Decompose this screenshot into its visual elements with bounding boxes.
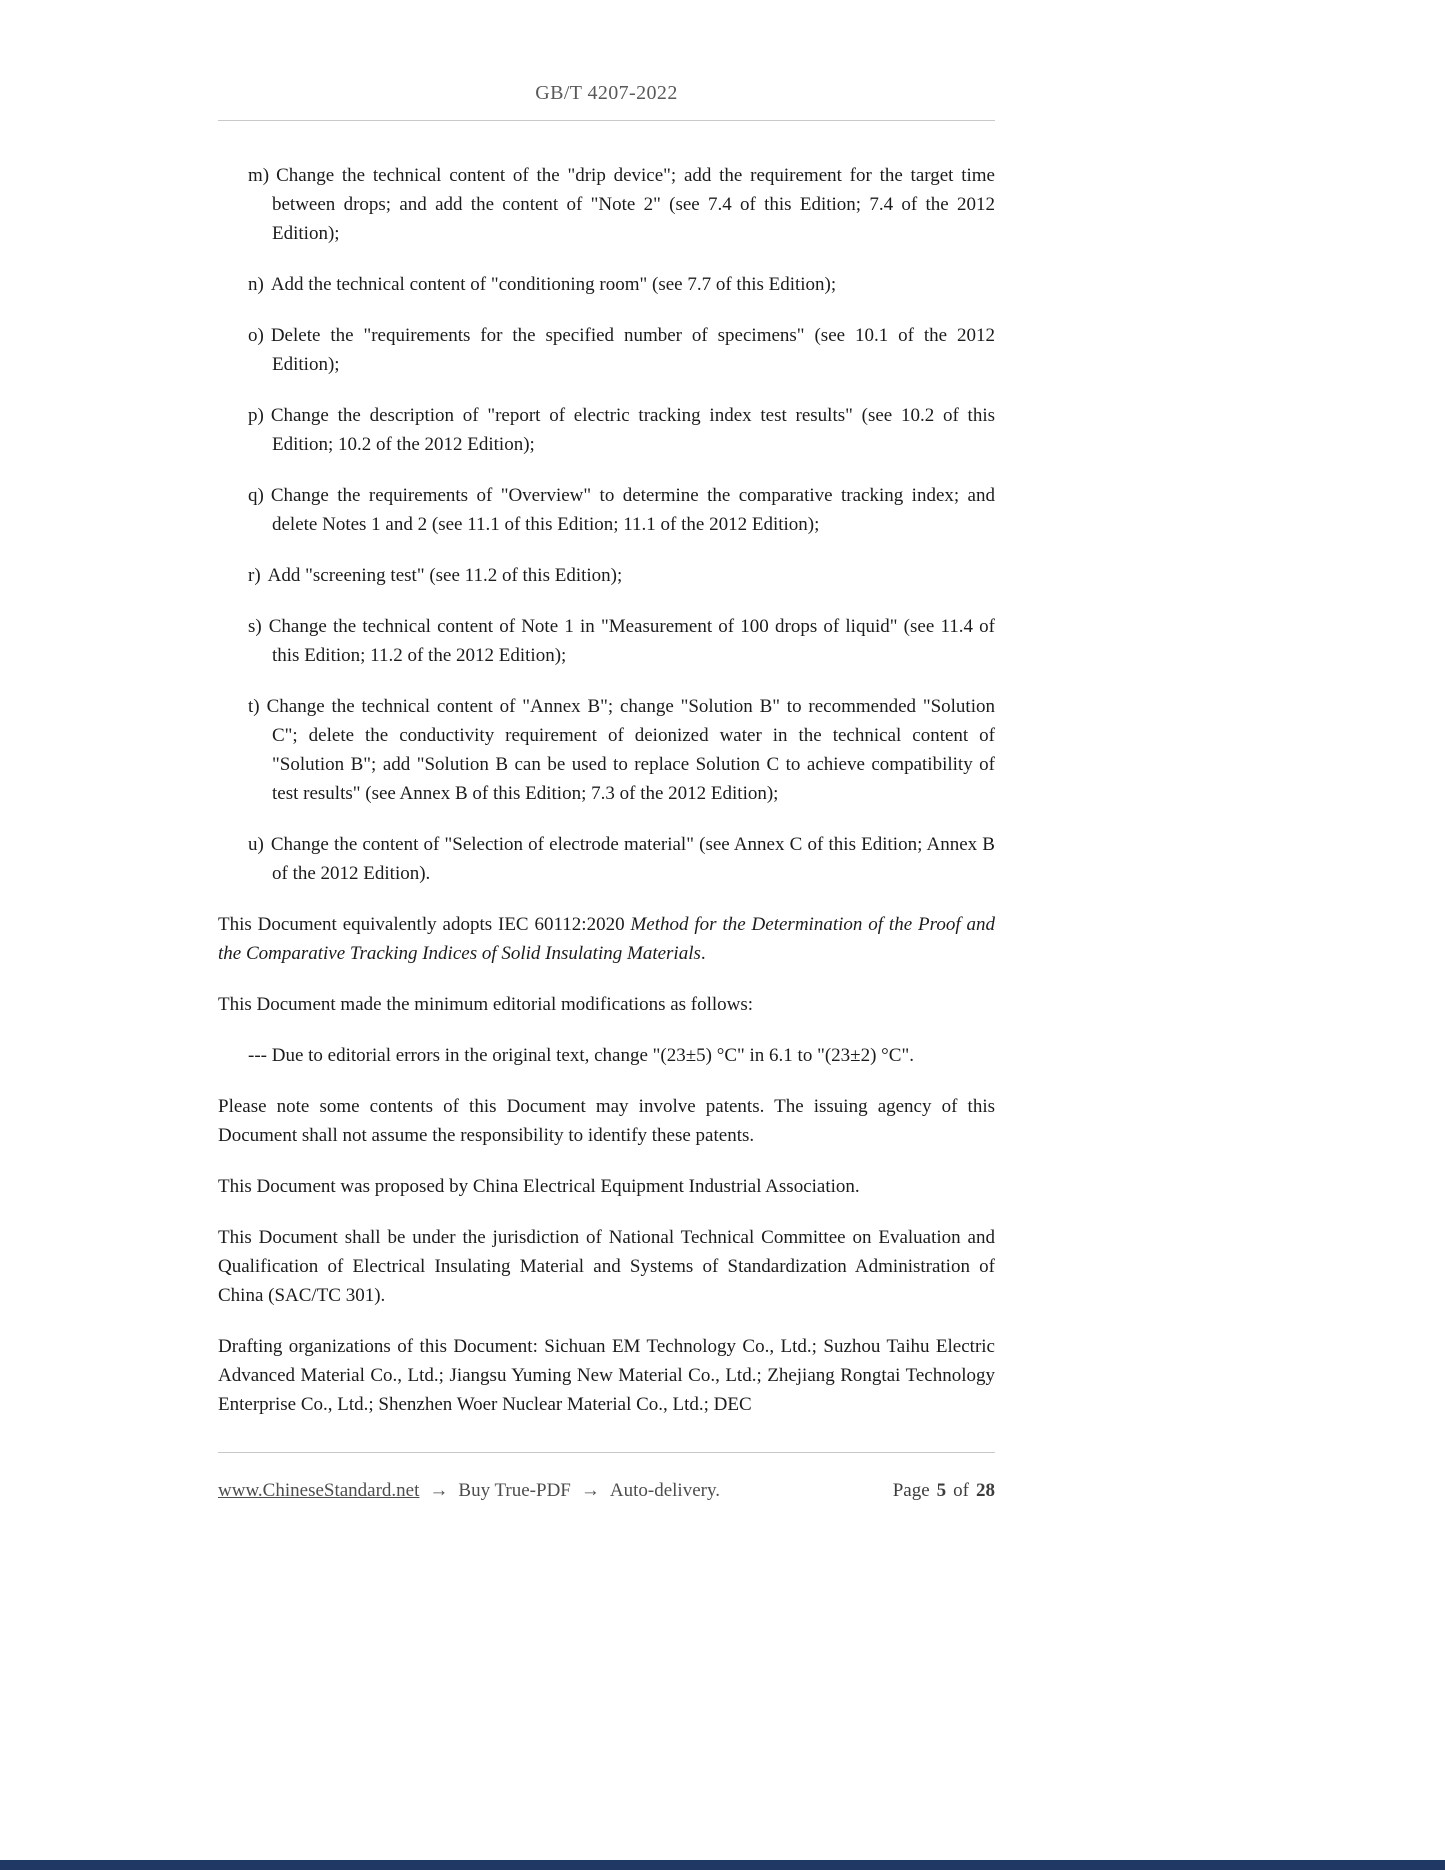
paragraph-editorial-intro: This Document made the minimum editorial modifications as follows:	[218, 994, 754, 1015]
list-item-text: Change the technical content of the "drip device"; add the requirement for the target time between drops; and add the content of "Note 2" (see 7.4 of this Edition; 7.4 of the 2012 Edition);	[272, 165, 995, 244]
list-item	[218, 561, 995, 590]
paragraph-adoption	[218, 910, 995, 968]
list-item	[218, 481, 995, 539]
paragraph-jurisdiction: This Document shall be under the jurisdiction of National Technical Committee on Evaluation and Qualification of Electrical Insulating Material and Systems of Standardization Administration of China (SAC/TC 301).	[218, 1227, 995, 1306]
list-item-text: Add the technical content of "conditioning room" (see 7.7 of this Edition);	[270, 274, 837, 295]
list-item-label: s)	[248, 616, 262, 637]
auto-delivery-text: Auto-delivery.	[609, 1480, 720, 1501]
list-item-text: Change the technical content of "Annex B"; change "Solution B" to recommended "Solution C"; delete the conductivity requirement of deionized water in the technical content of "Solution B"; add "Solution B can be used to replace Solution C to achieve compatibility of test results" (see Annex B of this Edition; 7.3 of the 2012 Edition);	[266, 696, 995, 804]
footer-source-line	[218, 1480, 720, 1502]
list-item-label: m)	[248, 165, 270, 186]
paragraph-patents: Please note some contents of this Document may involve patents. The issuing agency of this Document shall not assume the responsibility to identify these patents.	[218, 1096, 995, 1146]
site-link[interactable]: www.ChineseStandard.net	[218, 1480, 420, 1501]
list-item	[218, 612, 995, 670]
header-divider	[218, 120, 995, 121]
paragraph-editorial-change: --- Due to editorial errors in the original text, change "(23±5) °C" in 6.1 to "(23±2) °C".	[248, 1045, 914, 1066]
arrow-icon: →	[429, 1480, 449, 1501]
list-item-label: q)	[248, 485, 264, 506]
list-item-text: Delete the "requirements for the specified number of specimens" (see 10.1 of the 2012 Edition);	[270, 325, 995, 375]
list-item-text: Change the content of "Selection of electrode material" (see Annex C of this Edition; Annex B of the 2012 Edition).	[270, 834, 995, 884]
list-item-text: Change the technical content of Note 1 in "Measurement of 100 drops of liquid" (see 11.4 of this Edition; 11.2 of the 2012 Edition);	[268, 616, 995, 666]
list-item-label: n)	[248, 274, 264, 295]
list-item	[218, 270, 995, 299]
list-item-label: t)	[248, 696, 260, 717]
list-item	[218, 830, 995, 888]
page-indicator	[893, 1480, 995, 1502]
list-item-label: o)	[248, 325, 264, 346]
paragraph-drafting-organizations: Drafting organizations of this Document: Sichuan EM Technology Co., Ltd.; Suzhou Taihu Electric Advanced Material Co., Ltd.; Jiangsu Yuming New Material Co., Ltd.; Zhejiang Rongtai Technology Enterprise Co., Ltd.; Shenzhen Woer Nuclear Material Co., Ltd.; DEC	[218, 1336, 995, 1415]
list-item	[218, 161, 995, 248]
document-body	[218, 161, 995, 1419]
paragraph-proposed-by: This Document was proposed by China Electrical Equipment Industrial Association.	[218, 1176, 860, 1197]
list-item-text: Add "screening test" (see 11.2 of this Edition);	[267, 565, 623, 586]
footer-divider	[218, 1452, 995, 1453]
footer-row	[218, 1480, 995, 1502]
bottom-bar	[0, 1860, 1445, 1870]
buy-pdf-text: Buy True-PDF	[458, 1480, 571, 1501]
document-number: GB/T 4207-2022	[535, 82, 678, 104]
list-item	[218, 692, 995, 808]
adoption-prefix: This Document equivalently adopts IEC 60112:2020	[218, 914, 631, 935]
arrow-icon: →	[580, 1480, 600, 1501]
adoption-standard-title: Method for the Determination of the Proof and the Comparative Tracking Indices of Solid Insulating Materials	[218, 914, 996, 964]
list-item-label: u)	[248, 834, 264, 855]
list-item	[218, 321, 995, 379]
list-item-label: p)	[248, 405, 264, 426]
page-footer	[218, 1452, 995, 1502]
total-pages: 28	[976, 1480, 995, 1501]
page-label: Page	[892, 1480, 930, 1501]
list-item-text: Change the description of "report of electric tracking index test results" (see 10.2 of this Edition; 10.2 of the 2012 Edition);	[270, 405, 995, 455]
page-number: 5	[936, 1480, 947, 1501]
adoption-suffix: .	[700, 943, 706, 964]
page-content	[218, 0, 995, 1441]
list-item	[218, 401, 995, 459]
of-label: of	[953, 1480, 969, 1501]
list-item-label: r)	[248, 565, 261, 586]
list-item-text: Change the requirements of "Overview" to determine the comparative tracking index; and delete Notes 1 and 2 (see 11.1 of this Edition; 11.1 of the 2012 Edition);	[270, 485, 995, 535]
